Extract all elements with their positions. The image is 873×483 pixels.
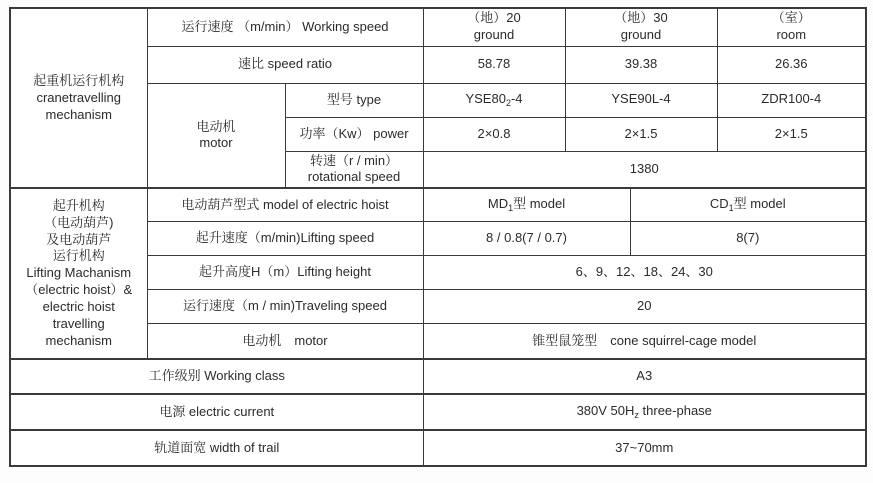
lifting-height-value: 6、9、12、18、24、30 — [423, 255, 866, 289]
working-class-label: 工作级别 Working class — [10, 359, 423, 394]
hoist-motor-value: 锥型鼠笼型 cone squirrel-cage model — [423, 323, 866, 359]
traveling-speed-value: 20 — [423, 289, 866, 323]
lifting-speed-value-2: 8(7) — [630, 221, 866, 255]
motor-power-label: 功率（Kw） power — [285, 117, 423, 151]
working-speed-room: （室） room — [717, 8, 866, 46]
working-class-value: A3 — [423, 359, 866, 394]
motor-header: 电动机 motor — [147, 83, 285, 188]
hoist-motor-label: 电动机 motor — [147, 323, 423, 359]
working-speed-ground30: （地）30 ground — [565, 8, 717, 46]
lifting-height-label: 起升高度H（m）Lifting height — [147, 255, 423, 289]
speed-ratio-value-2: 39.38 — [565, 46, 717, 83]
rotational-speed-value: 1380 — [423, 151, 866, 188]
motor-power-value-2: 2×1.5 — [565, 117, 717, 151]
working-speed-label: 运行速度 （m/min） Working speed — [147, 8, 423, 46]
speed-ratio-value-3: 26.36 — [717, 46, 866, 83]
motor-type-label: 型号 type — [285, 83, 423, 117]
speed-ratio-label: 速比 speed ratio — [147, 46, 423, 83]
lifting-speed-label: 起升速度（m/min)Lifting speed — [147, 221, 423, 255]
motor-type-value-2: YSE90L-4 — [565, 83, 717, 117]
working-speed-ground20: （地）20 ground — [423, 8, 565, 46]
speed-ratio-value-1: 58.78 — [423, 46, 565, 83]
electric-current-label: 电源 electric current — [10, 394, 423, 430]
trail-width-label: 轨道面宽 width of trail — [10, 430, 423, 466]
hoist-model-md: $MD_1$型 model — [423, 188, 630, 221]
lifting-mechanism-header: 起升机构 （电动葫芦) 及电动葫芦 运行机构 Lifting Machanism （electric hoist）& electric hoist travelling mechanism — [10, 188, 147, 359]
crane-header-zh: 起重机运行机构 — [33, 72, 125, 88]
crane-mechanism-header — [10, 8, 147, 188]
trail-width-value: 37~70mm — [423, 430, 866, 466]
motor-type-value-3: ZDR100-4 — [717, 83, 866, 117]
motor-type-value-1: $YSE80_2-4$ — [423, 83, 565, 117]
lifting-speed-value-1: 8 / 0.8(7 / 0.7) — [423, 221, 630, 255]
motor-power-value-3: 2×1.5 — [717, 117, 866, 151]
crane-header-en1: cranetravelling — [36, 89, 122, 105]
crane-header-en2: mechanism — [45, 106, 112, 122]
hoist-model-label: 电动葫芦型式 model of electric hoist — [147, 188, 423, 221]
motor-power-value-1: 2×0.8 — [423, 117, 565, 151]
rotational-speed-label: 转速（r / min） rotational speed — [285, 151, 423, 188]
electric-current-value: 380V $50H_z$ three-phase — [423, 394, 866, 430]
hoist-model-cd: $CD_1$型 model — [630, 188, 866, 221]
traveling-speed-label: 运行速度（m / min)Traveling speed — [147, 289, 423, 323]
spec-table — [9, 7, 867, 467]
